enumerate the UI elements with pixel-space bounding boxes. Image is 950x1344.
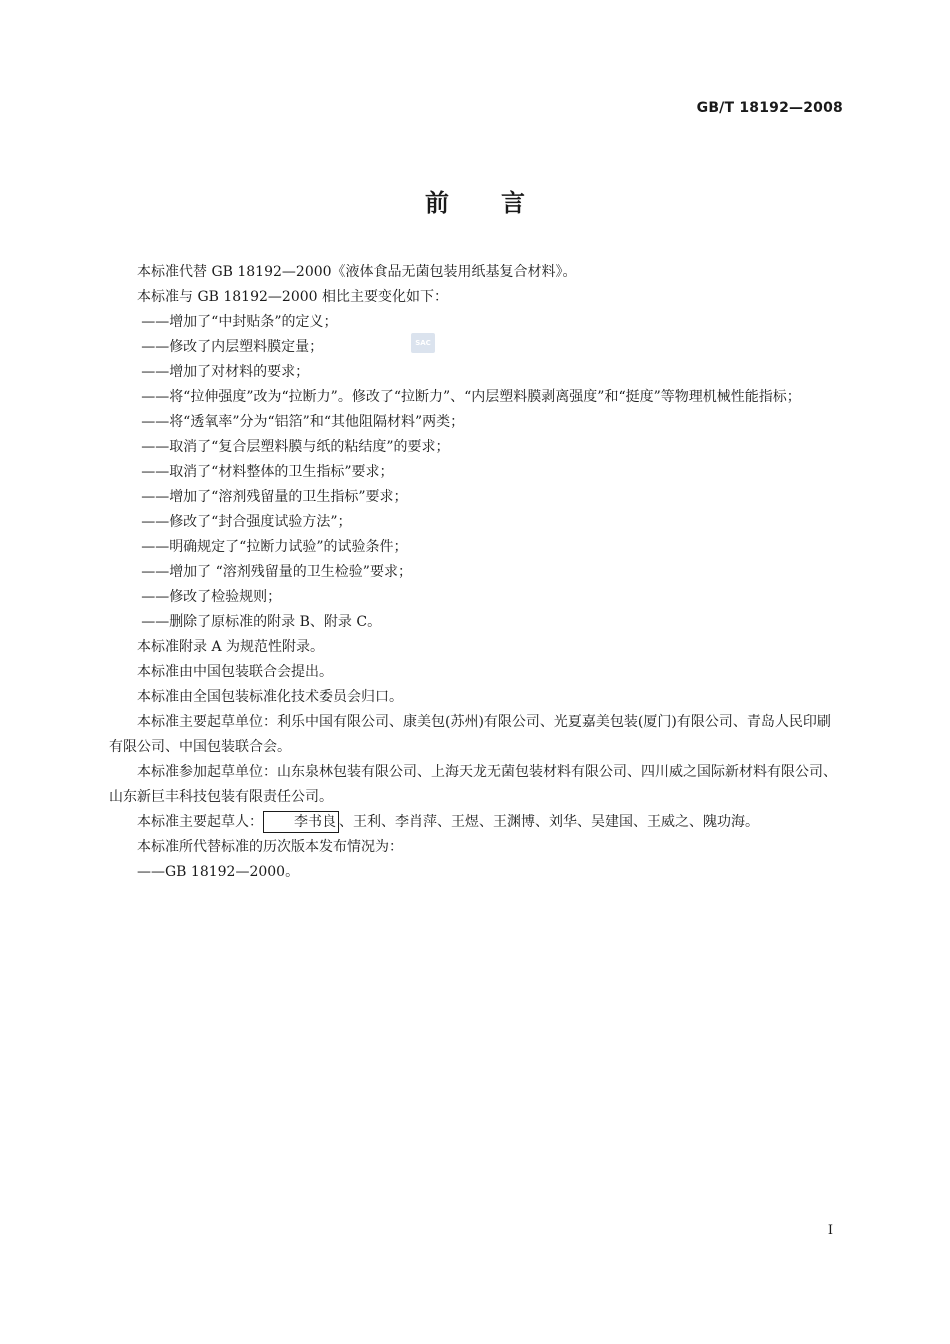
paragraph-main-drafters-units: 本标准主要起草单位：利乐中国有限公司、康美包(苏州)有限公司、光夏嘉美包装(厦门)有限公司、青岛人民印刷有限公司、中国包装联合会。 xyxy=(109,714,831,755)
change-item: ——将“透氧率”分为“铝箔”和“其他阻隔材料”两类； xyxy=(141,414,465,430)
change-item: ——增加了“中封贴条”的定义； xyxy=(141,314,338,330)
change-item: ——增加了 “溶剂残留量的卫生检验”要求； xyxy=(141,564,412,580)
change-item: ——明确规定了“拉断力试验”的试验条件； xyxy=(141,539,408,555)
paragraph-proposed-by: 本标准由中国包装联合会提出。 xyxy=(137,664,333,680)
page-number: I xyxy=(827,1223,833,1238)
change-item: ——删除了原标准的附录 B、附录 C。 xyxy=(141,614,382,630)
paragraph-history: 本标准所代替标准的历次版本发布情况为： xyxy=(137,839,403,855)
history-item: ——GB 18192—2000。 xyxy=(137,864,300,880)
drafters-rest: 、王利、李肖萍、王煜、王渊博、刘华、吴建国、王威之、隗功海。 xyxy=(339,814,759,830)
change-item: ——修改了检验规则； xyxy=(141,589,282,605)
foreword-body xyxy=(109,260,843,885)
paragraph-replaces: 本标准代替 GB 18192—2000《液体食品无菌包装用纸基复合材料》。 xyxy=(137,264,577,280)
change-item: ——取消了“复合层塑料膜与纸的粘结度”的要求； xyxy=(141,439,450,455)
change-item: ——增加了“溶剂残留量的卫生指标”要求； xyxy=(141,489,408,505)
change-item: ——将“拉伸强度”改为“拉断力”。修改了“拉断力”、“内层塑料膜剥离强度”和“挺度”等物理机械性能指标； xyxy=(141,389,801,405)
sac-watermark-logo: SAC xyxy=(411,333,435,353)
paragraph-centralized-by: 本标准由全国包装标准化技术委员会归口。 xyxy=(137,689,403,705)
change-item: ——修改了内层塑料膜定量； xyxy=(141,339,324,355)
paragraph-changes-intro: 本标准与 GB 18192—2000 相比主要变化如下： xyxy=(137,289,448,305)
page-title: 前言 xyxy=(425,189,577,217)
paragraph-main-drafters xyxy=(109,810,843,835)
paragraph-participating-units: 本标准参加起草单位：山东泉林包装有限公司、上海天龙无菌包装材料有限公司、四川威之国际新材料有限公司、山东新巨丰科技包装有限责任公司。 xyxy=(109,764,837,805)
highlighted-drafter-name: 李书良 xyxy=(263,811,339,833)
change-item: ——增加了对材料的要求； xyxy=(141,364,310,380)
change-item: ——取消了“材料整体的卫生指标”要求； xyxy=(141,464,394,480)
drafters-prefix: 本标准主要起草人： xyxy=(137,814,263,830)
paragraph-annex: 本标准附录 A 为规范性附录。 xyxy=(137,639,325,655)
change-item: ——修改了“封合强度试验方法”； xyxy=(141,514,352,530)
standard-code: GB/T 18192—2008 xyxy=(696,100,843,116)
